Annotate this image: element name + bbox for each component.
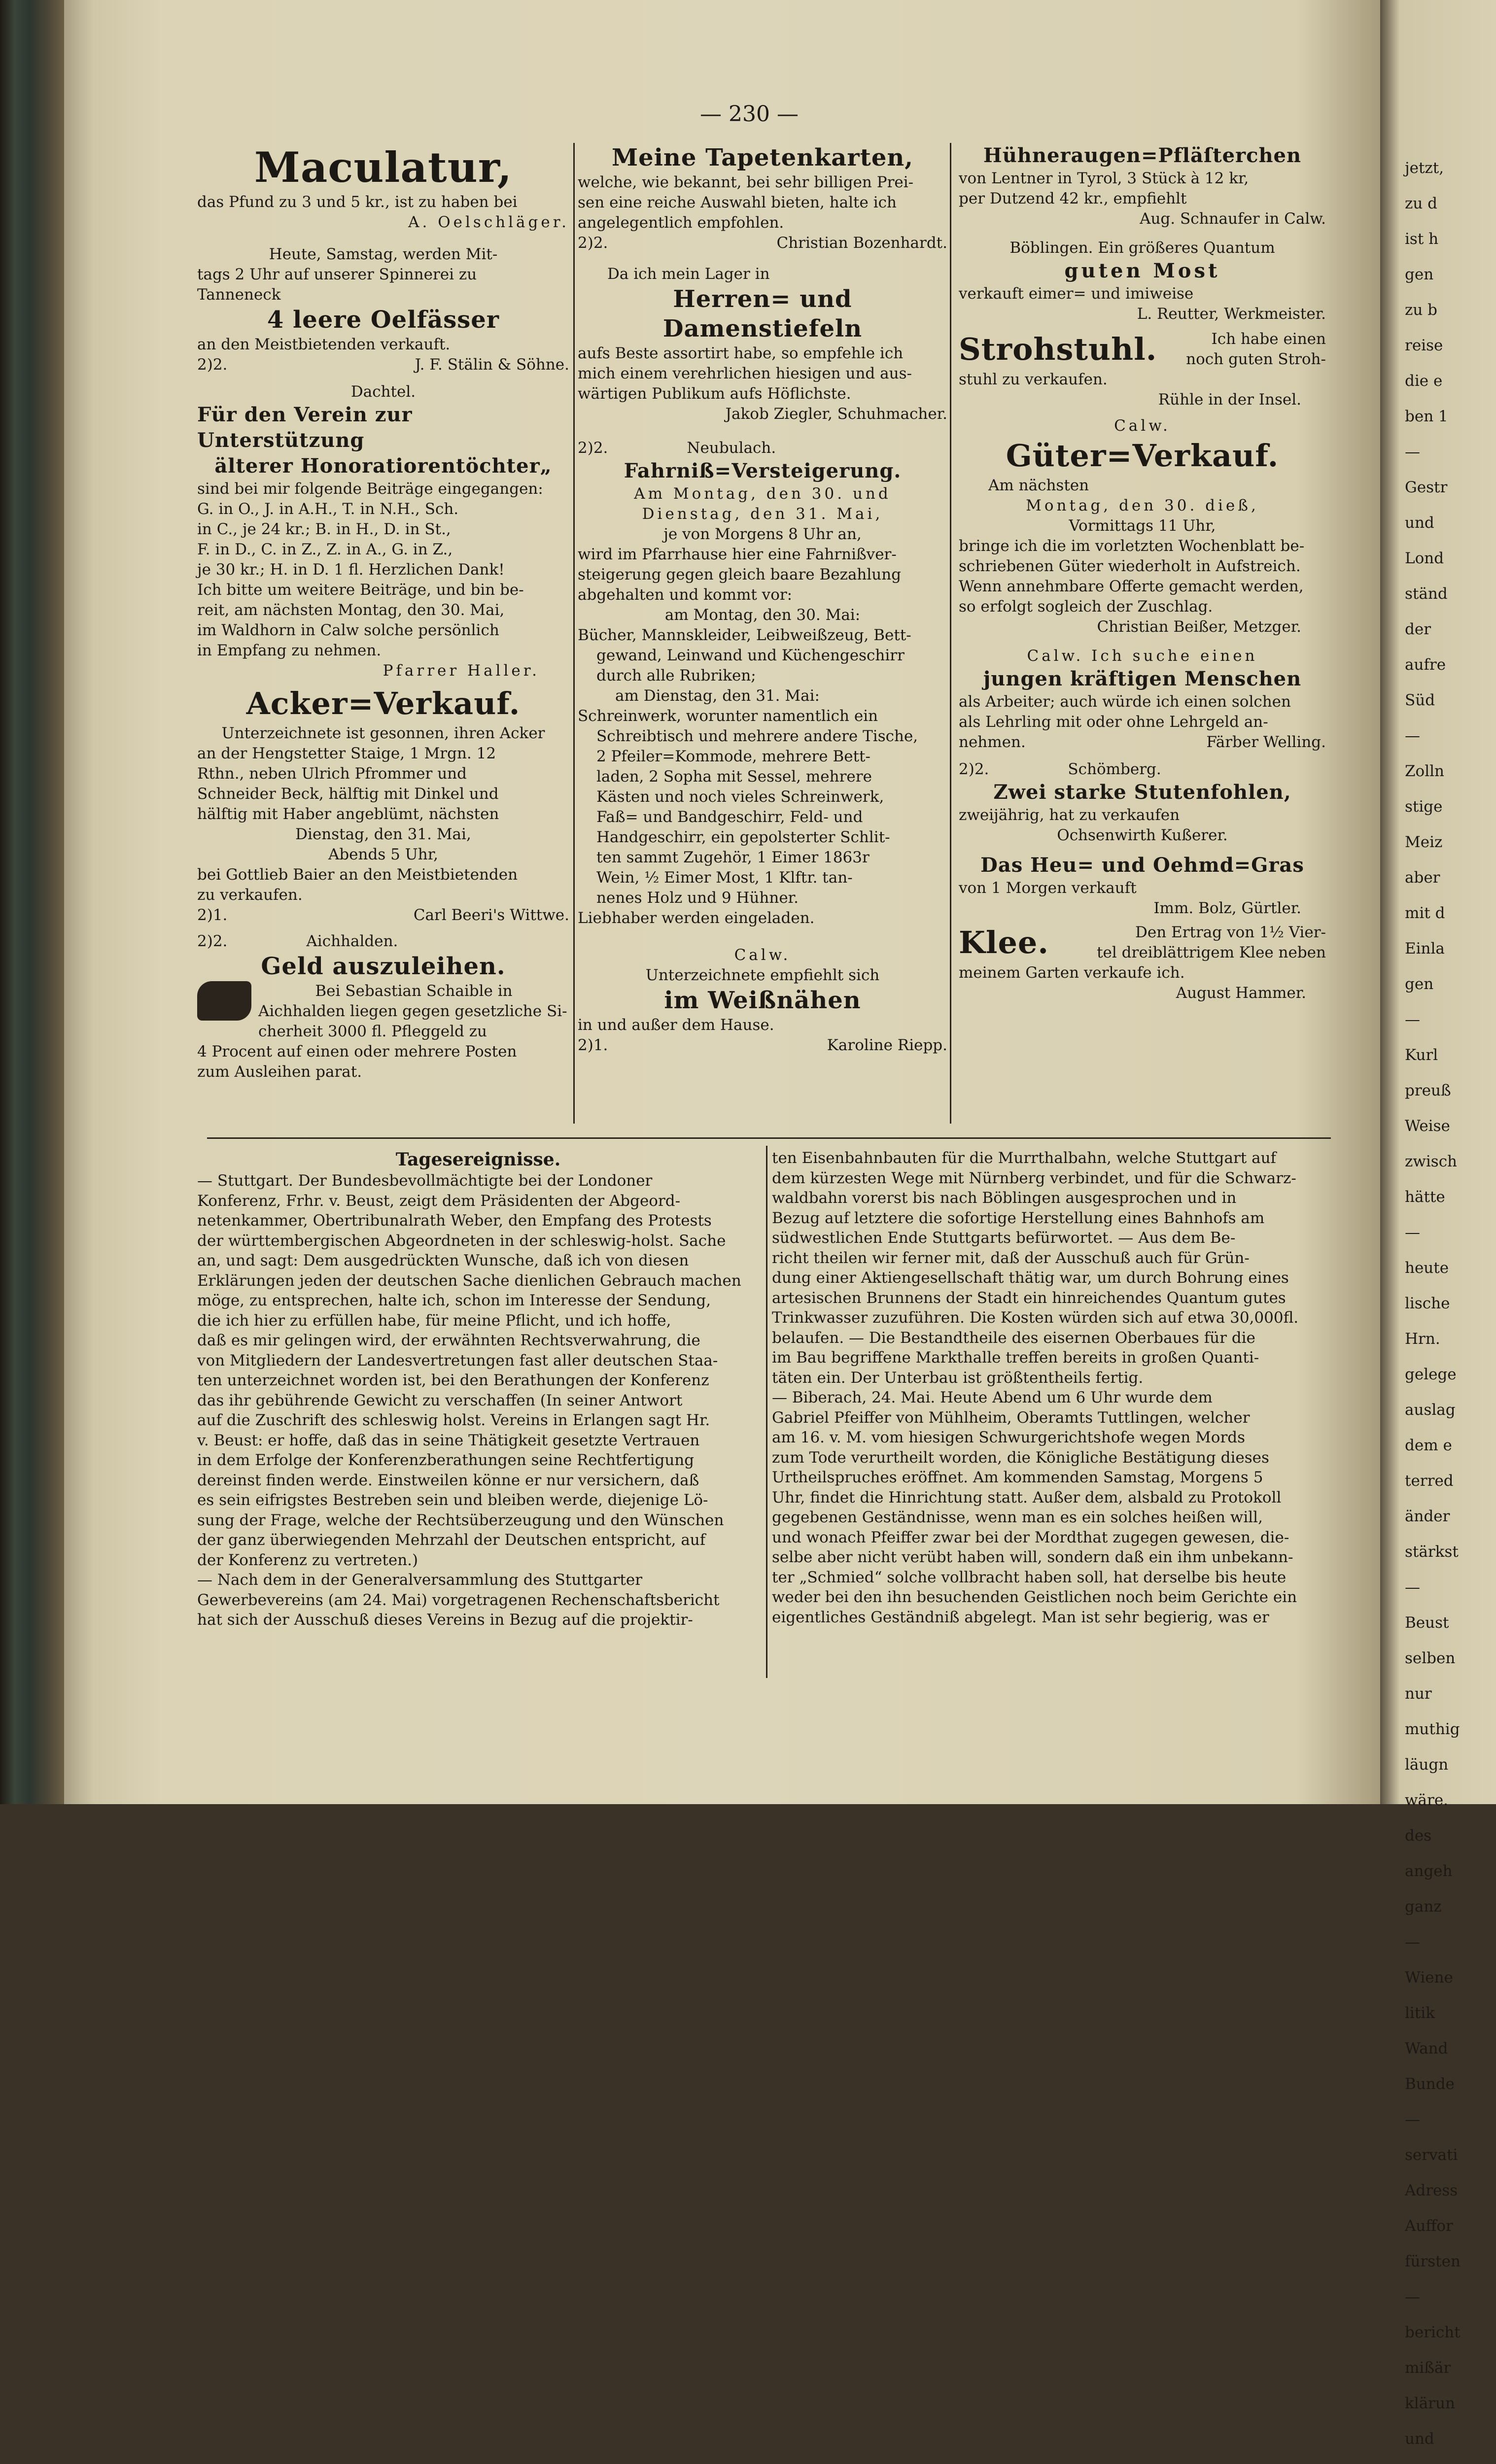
ad-title: jungen kräftigen Menschen [983,667,1302,690]
ad-text: zu verkaufen. [197,886,303,904]
ad-number: 2)2. [578,439,608,457]
money-bag-icon [197,981,251,1021]
next-page-text-line: gelege [1405,1366,1457,1383]
news-text-line: belaufen. — Die Bestandtheile des eisernen Oberbaues für die [772,1329,1255,1347]
news-text-line: Erklärungen jeden der deutschen Sache dienlichen Gebrauch machen [197,1271,741,1290]
next-page-text-line: Bunde [1405,2075,1455,2093]
next-page-text-line: heute [1405,1259,1449,1277]
news-text-line: ter „Schmied“ solche vollbracht haben soll, hat derselbe bis heute [772,1568,1287,1586]
ad-text: wird im Pfarrhause hier eine Fahrnißver- [578,546,897,563]
next-page-text-line: Hrn. [1405,1330,1440,1348]
ad-text: als Arbeiter; auch würde ich einen solchen [959,693,1291,711]
ad-text: 4 Procent auf einen oder mehrere Posten [197,1043,517,1061]
ad-text: Rthn., neben Ulrich Pfrommer und [197,765,467,783]
ad-signature: A. Oelschläger. [408,213,569,231]
next-page-text-line: aber [1405,869,1440,887]
next-page-text-line: angeh [1405,1862,1453,1880]
ad-signature: Pfarrer Haller. [383,662,540,680]
ad-text: steigerung gegen gleich baare Bezahlung [578,566,902,583]
ad-place: Calw. [734,946,791,964]
ad-text: sind bei mir folgende Beiträge eingegangen: [197,480,543,498]
page-number: — 230 — [700,102,799,127]
ad-text: abgehalten und kommt vor: [578,586,793,604]
news-text-line: im Bau begriffene Markthalle treffen bereits in großen Quanti- [772,1349,1259,1367]
news-text-line: von Mitgliedern der Landesvertretungen fast aller deutschen Staa- [197,1351,718,1369]
ad-text: noch guten Stroh- [1186,350,1326,368]
news-text-line: netenkammer, Obertribunalrath Weber, den Empfang des Protests [197,1212,712,1230]
news-text-line: artesischen Brunnens der Stadt ein hinreichendes Quantum gutes [772,1289,1286,1307]
next-page-text-line: hätte [1405,1188,1445,1206]
ad-place: Aichhalden. [306,932,398,950]
next-page-text-line: gen [1405,266,1434,283]
ad-text: nehmen. [959,733,1026,751]
next-page-text-line: — [1405,443,1420,461]
ad-text: ten sammt Zugehör, 1 Eimer 1863r [596,849,870,866]
ad-gueter [959,416,1326,637]
news-text-line: zum Tode verurtheilt worden, die Königliche Bestätigung dieses [772,1448,1269,1467]
ad-text: an den Meistbietenden verkauft. [197,336,451,353]
ad-place: Schömberg. [1068,760,1161,778]
next-page-text-line: auslag [1405,1401,1456,1419]
next-page-text-line: stige [1405,798,1443,816]
ad-text: Liebhaber werden eingeladen. [578,909,815,927]
next-page-text-line: und [1405,2430,1434,2448]
next-page-text-line: stärkst [1405,1543,1459,1561]
next-page-text-line: Gestr [1405,479,1448,496]
next-page-text-line: aufre [1405,656,1446,674]
news-text-line: — Biberach, 24. Mai. Heute Abend um 6 Uhr wurde dem [772,1389,1213,1406]
ad-text: aufs Beste assortirt habe, so empfehle ich [578,344,904,362]
news-text-line: Urtheilspruches eröffnet. Am kommenden Samstag, Morgens 5 [772,1469,1263,1486]
ad-text: Wenn annehmbare Offerte gemacht werden, [959,578,1304,595]
ad-text: Ich habe einen [1211,330,1326,348]
next-page-text-line: Wiene [1405,1969,1453,1986]
ad-text: G. in O., J. in A.H., T. in N.H., Sch. [197,500,459,518]
news-text-line: es sein eifrigstes Bestreben sein und bleiben werde, diejenige Lö- [197,1491,708,1509]
ad-signature: Färber Welling. [1206,733,1326,751]
column-rule-1 [573,143,575,1124]
next-page-text-line: Einla [1405,940,1445,958]
ad-text: verkauft eimer= und imiweise [959,285,1194,303]
ad-text: stuhl zu verkaufen. [959,371,1108,388]
ad-verein [197,382,569,681]
next-page-text-line: zu b [1405,301,1437,319]
ad-text: bei Gottlieb Baier an den Meistbietenden [197,866,518,884]
news-text-line: das ihr gebührende Gewicht zu verschaffen (In seiner Antwort [197,1391,683,1409]
next-page-text-line: — [1405,1578,1420,1596]
next-page-text-line: zwisch [1405,1153,1458,1170]
ad-strohstuhl [959,329,1326,410]
ad-text: Montag, den 30. dieß, [1026,497,1259,514]
ad-signature: Rühle in der Insel. [1158,391,1301,409]
next-page-text-line: litik [1405,2004,1435,2022]
news-text-line: am 16. v. M. vom hiesigen Schwurgerichtshofe wegen Mords [772,1429,1246,1446]
next-page-text-line: läugn [1405,1756,1449,1774]
ad-text: am Dienstag, den 31. Mai: [615,687,820,705]
ad-title: Herren= und Damenstiefeln [662,285,863,342]
ad-title: Meine Tapetenkarten, [612,144,913,171]
next-page-text-line: ständ [1405,585,1448,603]
news-text-line: ten Eisenbahnbauten für die Murrthalbahn, welche Stuttgart auf [772,1149,1277,1167]
ad-oelfaesser [197,244,569,375]
ad-number: 2)2. [959,760,989,778]
next-page-text-line: ganz [1405,1898,1442,1916]
ad-text: Abends 5 Uhr, [328,846,439,863]
next-page-text-line: wäre. [1405,1791,1449,1809]
news-column-right [772,1148,1331,1627]
news-text-line: täten ein. Der Unterbau ist größtentheils fertig. [772,1369,1144,1387]
news-text-line: an, und sagt: Dem ausgedrückten Wunsche, daß ich von diesen [197,1252,689,1269]
news-text-line: Trinkwasser zuzuführen. Die Kosten würden sich auf etwa 30,000fl. [772,1309,1299,1327]
ad-huehneraugen [959,143,1326,229]
news-text-line: weder bei den ihn besuchenden Geistlichen noch beim Gerichte ein [772,1588,1297,1606]
news-text-line: — Stuttgart. Der Bundesbevollmächtigte bei der Londoner [197,1172,653,1190]
ad-text: Da ich mein Lager in [607,265,770,283]
ad-signature: Karoline Riepp. [827,1036,947,1054]
ad-title: Strohstuhl. [959,331,1157,367]
news-text-line: — Nach dem in der Generalversammlung des Stuttgarter [197,1571,643,1589]
ad-signature: J. F. Stälin & Söhne. [415,356,569,374]
ad-title: Fahrniß=Versteigerung. [624,459,902,482]
ad-text: F. in D., C. in Z., Z. in A., G. in Z., [197,541,453,558]
ad-text: schriebenen Güter wiederholt in Aufstreich. [959,557,1301,575]
ad-column-1 [197,143,569,1082]
ad-text: reit, am nächsten Montag, den 30. Mai, [197,601,505,619]
ad-title: Zwei starke Stutenfohlen, [993,781,1291,804]
ad-text: in Empfang zu nehmen. [197,642,382,659]
ad-text: Aichhalden liegen gegen gesetzliche Si- [258,1002,567,1020]
ad-text: Tanneneck [197,286,281,304]
news-text-line: dung einer Aktiengesellschaft thätig war, um durch Bohrung eines [772,1269,1289,1287]
ad-text: welche, wie bekannt, bei sehr billigen Prei- [578,173,914,191]
news-text-line: der ganz überwiegenden Mehrzahl der Deutschen entspricht, auf [197,1531,706,1549]
ad-text: laden, 2 Sopha mit Sessel, mehrere [596,768,872,786]
next-page-text-line: selben [1405,1649,1456,1667]
ad-signature: Jakob Ziegler, Schuhmacher. [725,405,947,423]
ad-acker [197,684,569,925]
ad-text: Böblingen. Ein größeres Quantum [1009,239,1275,257]
ad-title: im Weißnähen [664,987,861,1014]
ad-signature: Christian Bozenhardt. [776,234,947,252]
ad-text: zweijährig, hat zu verkaufen [959,806,1180,824]
next-page-text-line: terred [1405,1472,1454,1490]
ad-text: Dienstag, den 31. Mai, [642,505,883,523]
next-page-text-line: und [1405,514,1434,532]
news-text-line: eigentliches Geständniß abgelegt. Man ist sehr begierig, was er [772,1608,1269,1626]
ad-text: je 30 kr.; H. in D. 1 fl. Herzlichen Dank! [197,561,505,579]
ad-title: guten Most [1064,259,1220,282]
next-page-text-line: Lond [1405,549,1444,567]
ad-signature: Carl Beeri's Wittwe. [413,906,569,924]
next-page-text-line: — [1405,1011,1420,1028]
ad-text: sen eine reiche Auswahl bieten, halte ich [578,194,897,211]
ad-text: bringe ich die im vorletzten Wochenblatt be- [959,537,1305,555]
section-rule [207,1137,1331,1139]
ad-place: Neubulach. [687,439,776,457]
next-page-text-line: preuß [1405,1082,1451,1099]
news-text-line: waldbahn vorerst bis nach Böblingen ausgesprochen und in [772,1189,1237,1207]
ad-text: Handgeschirr, ein gepolsterter Schlit- [596,828,890,846]
ad-text: an der Hengstetter Staige, 1 Mrgn. 12 [197,745,496,762]
ad-text: Am nächsten [988,477,1089,494]
ad-text: Wein, ½ Eimer Most, 1 Klftr. tan- [596,869,853,887]
next-page-text-line: gen [1405,975,1434,993]
ad-text: Unterzeichnete ist gesonnen, ihren Acker [221,724,545,742]
ad-text: meinem Garten verkaufe ich. [959,964,1185,982]
ad-text: Bei Sebastian Schaible in [315,982,513,1000]
ad-text: Heute, Samstag, werden Mit- [269,245,498,263]
ad-text: Schneider Beck, hälftig mit Dinkel und [197,785,499,803]
ad-menschen [959,646,1326,753]
ad-text: mich einem verehrlichen hiesigen und aus- [578,365,912,382]
news-text-line: in dem Erfolge der Konferenzberathungen seine Rechtfertigung [197,1451,695,1469]
next-page-text-line: Wand [1405,2040,1448,2057]
next-page-text-line: Kurl [1405,1046,1438,1064]
ad-text: von 1 Morgen verkauft [959,879,1137,897]
ad-text: so erfolgt sogleich der Zuschlag. [959,598,1213,616]
next-page-text-line: dem e [1405,1437,1452,1454]
ad-text: durch alle Rubriken; [596,667,756,684]
ad-stiefel [578,264,947,424]
ad-fahrniss [578,438,947,928]
next-page-text-line: Zolln [1405,762,1444,780]
ad-text: angelegentlich empfohlen. [578,214,784,232]
next-page-text-line: — [1405,2288,1420,2306]
ad-weissnaehen [578,945,947,1056]
next-page-text-line: lische [1405,1295,1450,1312]
news-text-line: Gabriel Pfeiffer von Mühlheim, Oberamts Tuttlingen, welcher [772,1408,1250,1427]
ad-heu [959,853,1326,919]
ad-text: 2 Pfeiler=Kommode, mehrere Bett- [596,748,870,765]
ad-title: Das Heu= und Oehmd=Gras [980,854,1304,877]
next-page-text-line: nur [1405,1685,1432,1703]
news-text-line: v. Beust: er hoffe, daß das in seine Thätigkeit gesetzte Vertrauen [197,1431,700,1449]
ad-number: 2)1. [197,906,228,924]
next-page-text-line: änder [1405,1507,1450,1525]
ad-text: Kästen und noch vieles Schreinwerk, [596,788,884,806]
ad-number: 2)2. [197,356,228,374]
news-text-line: dereinst finden werde. Einstweilen könne er nur versichern, daß [197,1471,699,1489]
ad-number: 2)1. [578,1036,608,1054]
ad-text: Schreinwerk, worunter namentlich ein [578,707,878,725]
next-page-text-line: — [1405,1933,1420,1951]
news-text-line: dem kürzesten Wege mit Nürnberg verbindet, und für die Schwarz- [772,1169,1296,1187]
ad-title: Acker=Verkauf. [246,685,521,721]
news-text-line: selbe aber nicht verübt haben will, sondern daß ein ihm unbekann- [772,1548,1293,1566]
ad-column-3 [959,143,1326,1003]
ad-text: Faß= und Bandgeschirr, Feld- und [596,808,863,826]
ad-title: Güter=Verkauf. [1006,438,1279,474]
ad-title: Hühneraugen=Pfläſterchen [983,144,1302,167]
ad-text: gewand, Leinwand und Küchengeschirr [596,647,905,664]
next-page-edge [1380,0,1496,2448]
ad-text: Am Montag, den 30. und [634,485,891,503]
next-page-text-line: mit d [1405,904,1445,922]
ad-text: nenes Holz und 9 Hühner. [596,889,799,907]
news-text-line: ten unterzeichnet worden ist, bei den Berathungen der Konferenz [197,1371,709,1389]
ad-title: Geld auszuleihen. [261,953,506,980]
ad-signature: August Hammer. [1176,984,1306,1002]
ad-number: 2)2. [197,932,228,950]
ad-tapeten [578,143,947,253]
ad-text: das Pfund zu 3 und 5 kr., ist zu haben bei [197,193,518,211]
news-text-line: südwestlichen Ende Stuttgarts befürwortet. — Aus dem Be- [772,1229,1236,1247]
next-page-text-line: ben 1 [1405,408,1448,425]
next-page-text-line: des [1405,1827,1432,1845]
ad-text: Vormittags 11 Uhr, [1069,517,1216,535]
news-text-line: gegebenen Geständnisse, wenn man es ein solches heißen will, [772,1508,1263,1526]
ad-text: per Dutzend 42 kr., empfiehlt [959,190,1187,207]
news-text-line: Konferenz, Frhr. v. Beust, zeigt dem Präsidenten der Abgeord- [197,1192,681,1210]
ad-text: Den Ertrag von 1½ Vier- [1135,924,1326,941]
next-page-text-line: Weise [1405,1117,1450,1135]
ad-text: Bücher, Mannskleider, Leibweißzeug, Bett- [578,626,911,644]
next-page-text-line: Süd [1405,691,1435,709]
next-page-text-line: klärun [1405,2395,1455,2412]
next-page-text-line: Meiz [1405,833,1443,851]
next-page-text-line: Adress [1405,2182,1458,2199]
next-page-text-line: fürsten [1405,2253,1461,2270]
ad-text: in C., je 24 kr.; B. in H., D. in St., [197,520,451,538]
ad-text: als Lehrling mit oder ohne Lehrgeld an- [959,713,1268,731]
next-page-text-line: Beust [1405,1614,1449,1632]
news-text-line: Bezug auf letztere die sofortige Herstellung eines Bahnhofs am [772,1209,1265,1227]
news-text-line: möge, zu entsprechen, halte ich, schon im Interesse der Sendung, [197,1292,711,1309]
next-page-text-line: — [1405,1224,1420,1241]
news-column-left [197,1148,759,1630]
next-page-text-line: der [1405,620,1431,638]
news-text-line: der Konferenz zu vertreten.) [197,1551,418,1569]
next-page-text-line: muthig [1405,1720,1460,1738]
news-column-rule [766,1146,767,1678]
next-page-text-line: Auffor [1405,2217,1453,2235]
ad-text: tel dreiblättrigem Klee neben [1097,944,1326,961]
next-page-text-line: jetzt, [1405,159,1444,177]
ad-text: Calw. Ich suche einen [1027,647,1258,665]
ad-text: Unterzeichnete empfiehlt sich [645,966,880,984]
ad-text: am Montag, den 30. Mai: [664,606,861,624]
ad-title: älterer Honoratiorentöchter„ [214,454,552,478]
ad-text: von Lentner in Tyrol, 3 Stück à 12 kr, [959,170,1249,187]
news-text-line: Gewerbevereins (am 24. Mai) vorgetragenen Rechenschaftsbericht [197,1591,720,1609]
news-text-line: und wonach Pfeiffer zwar bei der Mordthat zugegen gewesen, die- [772,1528,1289,1546]
news-text-line: auf die Zuschrift des schleswig holst. Vereins in Erlangen sagt Hr. [197,1411,710,1429]
ad-signature: Aug. Schnaufer in Calw. [1140,210,1326,228]
next-page-text-line: servati [1405,2146,1458,2164]
next-page-text-line: bericht [1405,2324,1461,2341]
next-page-text-line: zu d [1405,195,1437,212]
news-text-line: daß es mir gelingen wird, der erwähnten Rechtsverwahrung, die [197,1332,700,1349]
ad-klee [959,923,1326,1003]
ad-place: Dachtel. [350,383,416,401]
news-text-line: die ich hier zu erfüllen habe, für meine Pflicht, und ich hoffe, [197,1311,671,1330]
ad-number: 2)2. [578,234,608,252]
next-page-text-line: — [1405,2111,1420,2128]
ad-text: wärtigen Publikum aufs Höflichste. [578,385,851,403]
ad-signature: L. Reutter, Werkmeister. [1137,305,1326,323]
ad-signature: Ochsenwirth Kußerer. [1057,826,1228,844]
next-page-text-line: reise [1405,337,1443,354]
next-page-text-line: ist h [1405,230,1439,248]
next-page-text-line: mißär [1405,2359,1451,2377]
ad-text: hälftig mit Haber angeblümt, nächsten [197,805,499,823]
ad-signature: Imm. Bolz, Gürtler. [1153,899,1301,917]
ad-text: Dienstag, den 31. Mai, [295,825,471,843]
ad-text: Ich bitte um weitere Beiträge, und bin be- [197,581,524,599]
book-binding [0,0,64,1804]
next-page-text-line: die e [1405,372,1443,390]
ad-text: cherheit 3000 fl. Pfleggeld zu [258,1023,487,1040]
ad-title: Maculatur, [254,143,513,192]
news-text-line: richt theilen wir ferner mit, daß der Ausschuß auch für Grün- [772,1249,1250,1267]
ad-text: tags 2 Uhr auf unserer Spinnerei zu [197,266,477,283]
next-page-text-line: — [1405,727,1420,745]
ad-text: je von Morgens 8 Uhr an, [663,525,862,543]
ad-text: im Waldhorn in Calw solche persönlich [197,621,499,639]
ad-title: Für den Verein zur Unterstützung [197,403,413,452]
ad-stutenfohlen [959,759,1326,846]
ad-geld [197,931,569,1082]
ad-maculatur [197,143,569,233]
news-text-line: Uhr, findet die Hinrichtung statt. Außer dem, alsbald zu Protokoll [772,1488,1282,1506]
ad-text: in und außer dem Hause. [578,1016,774,1034]
column-rule-2 [950,143,951,1124]
ad-title: 4 leere Oelfässer [267,306,500,334]
ad-text: zum Ausleihen parat. [197,1063,362,1081]
ad-text: Schreibtisch und mehrere andere Tische, [596,727,918,745]
news-text-line: der württembergischen Abgeordneten in der schleswig-holst. Sache [197,1232,726,1250]
ad-signature: Christian Beißer, Metzger. [1097,618,1301,636]
news-text-line: sung der Frage, welche der Rechtsüberzeugung und den Wünschen [197,1511,724,1529]
news-heading: Tagesereignisse. [395,1149,561,1170]
ad-place: Calw. [1114,417,1171,435]
news-text-line: hat sich der Ausschuß dieses Vereins in Bezug auf die projektir- [197,1611,693,1629]
ad-title: Klee. [959,924,1049,960]
ad-column-2 [578,143,947,1056]
ad-most [959,238,1326,324]
